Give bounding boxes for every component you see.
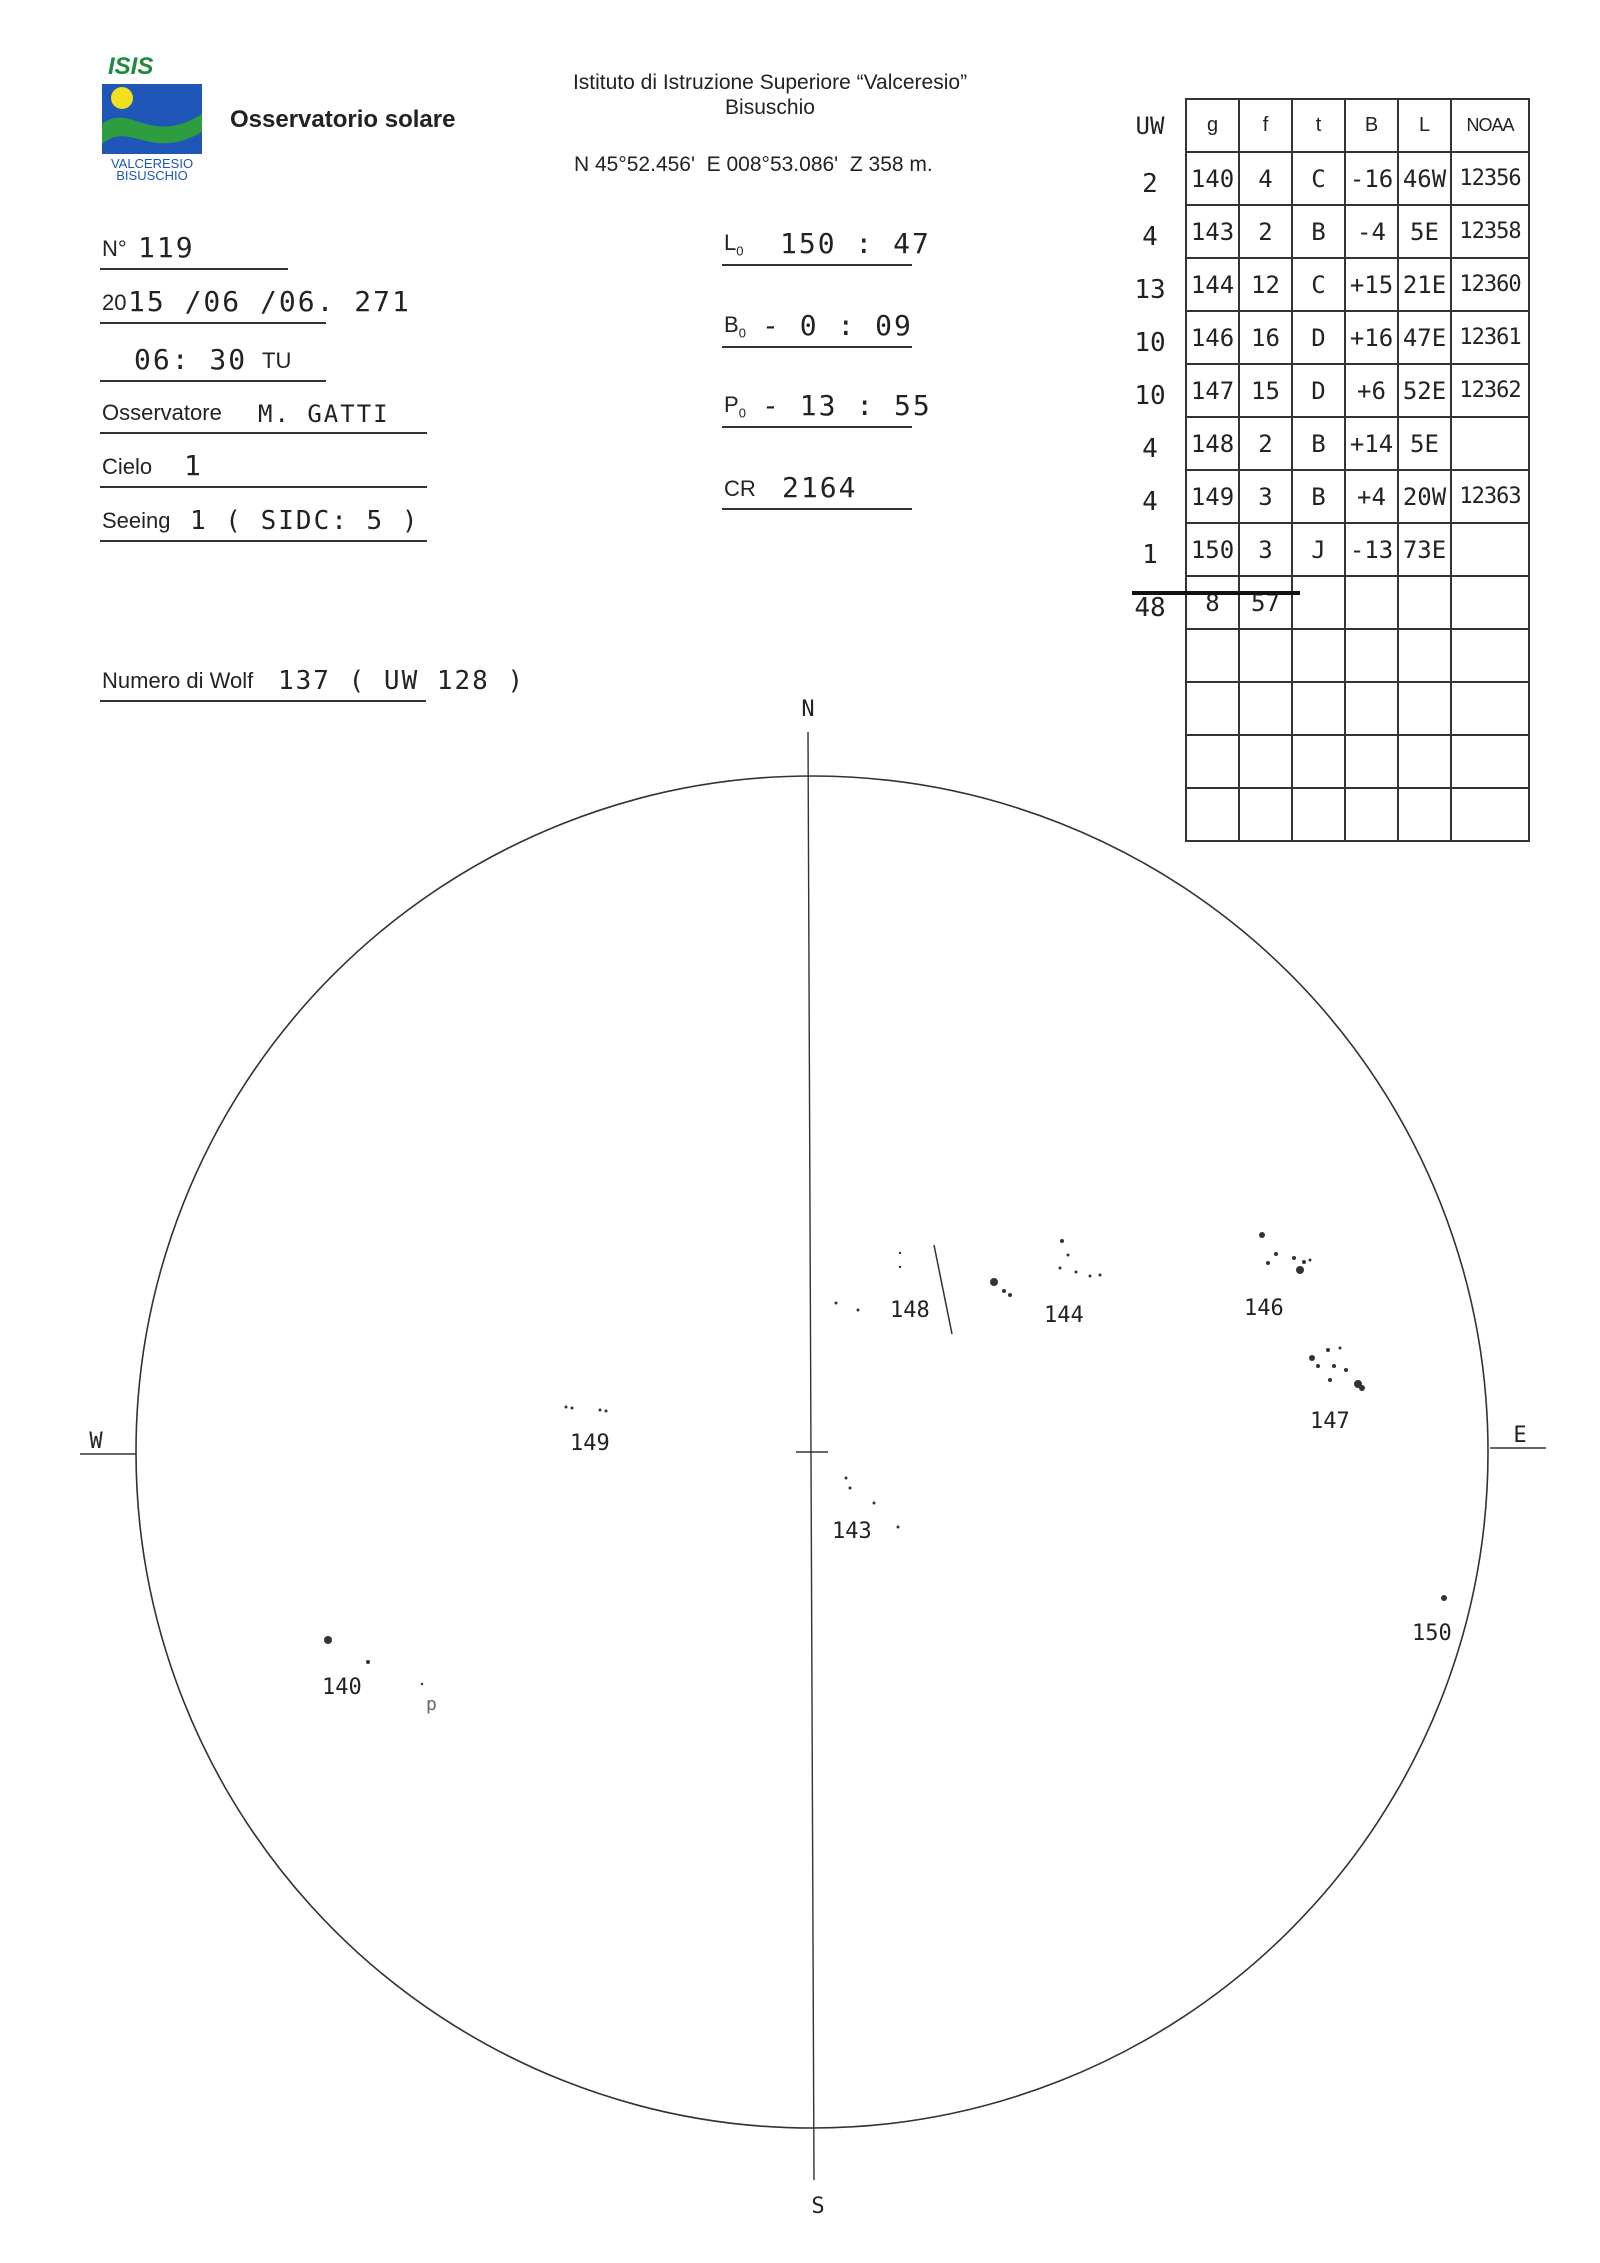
uw-value: 10 <box>1134 328 1166 358</box>
cr-label: CR <box>724 476 756 501</box>
sunspot-dot <box>899 1266 901 1268</box>
table-cell: 3 <box>1239 523 1292 576</box>
logo-sub2: BISUSCHIO <box>116 168 188 182</box>
table-cell: 21E <box>1398 258 1451 311</box>
sunspot-dot <box>1296 1266 1304 1274</box>
number-label: N° <box>102 236 127 261</box>
sunspot-dot <box>873 1502 876 1505</box>
table-cell: -4 <box>1345 205 1398 258</box>
observer-label: Osservatore <box>102 400 222 425</box>
uw-header: UW <box>1135 112 1165 140</box>
observatory-coordinates: N 45°52.456' E 008°53.086' Z 358 m. <box>574 153 933 176</box>
table-cell: 20W <box>1398 470 1451 523</box>
sunspot-dot <box>599 1409 602 1412</box>
sky-label: Cielo <box>102 454 153 479</box>
table-cell: 150 <box>1186 523 1239 576</box>
sunspot-dot <box>1002 1289 1006 1293</box>
table-cell: 148 <box>1186 417 1239 470</box>
b0-value: - 0 : 09 <box>762 309 913 342</box>
table-cell: 47E <box>1398 311 1451 364</box>
date-prefix: 20 <box>102 290 127 315</box>
table-header-cell: t <box>1292 99 1345 152</box>
table-header-cell: L <box>1398 99 1451 152</box>
table-cell: J <box>1292 523 1345 576</box>
table-cell: -13 <box>1345 523 1398 576</box>
sunspot-dot <box>849 1487 852 1490</box>
table-cell: C <box>1292 258 1345 311</box>
table-cell: 147 <box>1186 364 1239 417</box>
table-header-cell: NOAA <box>1451 99 1529 152</box>
table-cell: 8 <box>1186 576 1239 629</box>
south-label: S <box>811 2194 825 2219</box>
wolf-value: 137 ( UW 128 ) <box>278 666 526 696</box>
sunspot-dot <box>1328 1378 1332 1382</box>
group-label-143: 143 <box>832 1519 872 1544</box>
sunspot-dot <box>1292 1256 1296 1260</box>
institute-line2: Bisuschio <box>725 96 815 119</box>
table-cell: +6 <box>1345 364 1398 417</box>
logo-sub1: VALCERESIO <box>110 156 194 171</box>
sky-value: 1 <box>184 449 203 482</box>
l0-value: 150 : 47 <box>780 227 931 260</box>
annotation-p: p <box>426 1694 437 1715</box>
table-cell: 5E <box>1398 205 1451 258</box>
table-cell: 2 <box>1239 205 1292 258</box>
uw-value: 48 <box>1134 593 1166 623</box>
p0-label: $P_0$ <box>724 391 746 420</box>
table-cell: 146 <box>1186 311 1239 364</box>
table-cell: -16 <box>1345 152 1398 205</box>
group-label-148: 148 <box>890 1298 930 1323</box>
group-label-149: 149 <box>570 1431 610 1456</box>
sunspot-dot <box>1259 1232 1265 1238</box>
seeing-value: 1 ( SIDC: 5 ) <box>190 506 420 536</box>
west-label: W <box>89 1429 103 1454</box>
institute-line1: Istituto di Istruzione Superiore “Valceresio” <box>572 71 968 94</box>
cr-value: 2164 <box>782 471 858 504</box>
table-cell: 140 <box>1186 152 1239 205</box>
date-value: 15 /06 /06. 271 <box>128 285 411 318</box>
table-cell: +4 <box>1345 470 1398 523</box>
sunspot-dot <box>1339 1347 1342 1350</box>
table-cell: 5E <box>1398 417 1451 470</box>
uw-value: 13 <box>1134 275 1166 305</box>
sunspot-dot <box>571 1407 574 1410</box>
sunspot-dot <box>421 1683 423 1685</box>
table-header-cell: g <box>1186 99 1239 152</box>
table-cell: 12363 <box>1451 470 1529 523</box>
sunspot-dot <box>1059 1267 1062 1270</box>
uw-value: 1 <box>1142 540 1158 570</box>
sunspot-dot <box>857 1309 860 1312</box>
page-title: Osservatorio solare <box>230 106 456 133</box>
seeing-label: Seeing <box>102 508 171 533</box>
sunspot-dot <box>605 1410 608 1413</box>
table-cell: D <box>1292 364 1345 417</box>
sunspot-dot <box>1067 1254 1070 1257</box>
sunspot-dot <box>565 1406 568 1409</box>
table-header-cell: B <box>1345 99 1398 152</box>
p0-value: - 13 : 55 <box>762 389 932 422</box>
number-value: 119 <box>138 231 195 264</box>
observer-value: M. GATTI <box>258 400 390 428</box>
table-cell: 12360 <box>1451 258 1529 311</box>
sunspot-dot <box>899 1252 901 1254</box>
table-cell: 144 <box>1186 258 1239 311</box>
l0-label: $L_0$ <box>724 229 744 258</box>
table-cell: +15 <box>1345 258 1398 311</box>
table-cell: 12361 <box>1451 311 1529 364</box>
time-value: 06: 30 <box>134 343 248 376</box>
sunspot-dot <box>990 1278 998 1286</box>
sunspot-dot <box>1332 1364 1336 1368</box>
table-cell: 3 <box>1239 470 1292 523</box>
b0-label: $B_0$ <box>724 311 746 340</box>
sunspot-dot <box>1099 1274 1102 1277</box>
sunspot-dot <box>1344 1368 1348 1372</box>
table-cell: +16 <box>1345 311 1398 364</box>
table-cell: 2 <box>1239 417 1292 470</box>
table-cell: 46W <box>1398 152 1451 205</box>
table-cell: 15 <box>1239 364 1292 417</box>
uw-value: 2 <box>1142 169 1158 199</box>
sunspot-dot <box>1089 1275 1092 1278</box>
sunspot-dot <box>1266 1261 1270 1265</box>
table-cell: B <box>1292 417 1345 470</box>
table-cell: 73E <box>1398 523 1451 576</box>
sunspot-dot <box>1309 1259 1312 1262</box>
uw-value: 4 <box>1142 487 1158 517</box>
time-zone: TU <box>262 348 292 373</box>
group-label-147: 147 <box>1310 1409 1350 1434</box>
table-cell: 16 <box>1239 311 1292 364</box>
table-header-cell: f <box>1239 99 1292 152</box>
logo-text: ISIS <box>108 53 154 80</box>
table-cell: 57 <box>1239 576 1292 629</box>
table-cell: 4 <box>1239 152 1292 205</box>
table-cell: 12358 <box>1451 205 1529 258</box>
sunspot-dot <box>1441 1595 1447 1601</box>
central-meridian <box>808 732 814 2180</box>
table-cell: 12 <box>1239 258 1292 311</box>
group-label-140: 140 <box>322 1675 362 1700</box>
table-cell: 12362 <box>1451 364 1529 417</box>
sunspot-dot <box>1309 1355 1315 1361</box>
sunspot-dot <box>1302 1260 1306 1264</box>
table-cell: 143 <box>1186 205 1239 258</box>
sunspot-dot <box>845 1477 848 1480</box>
table-cell: B <box>1292 470 1345 523</box>
table-cell: C <box>1292 152 1345 205</box>
uw-value: 10 <box>1134 381 1166 411</box>
wolf-label: Numero di Wolf <box>102 668 254 693</box>
north-label: N <box>801 697 815 722</box>
table-cell: D <box>1292 311 1345 364</box>
sunspot-dot <box>1316 1364 1320 1368</box>
east-label: E <box>1513 1423 1527 1448</box>
uw-value: 4 <box>1142 222 1158 252</box>
sunspot-dot <box>1075 1271 1078 1274</box>
sunspot-dot <box>1326 1348 1330 1352</box>
sunspot-dot <box>1359 1385 1365 1391</box>
sunspot-dot <box>897 1526 900 1529</box>
group-label-150: 150 <box>1412 1621 1452 1646</box>
group-148-marker-line <box>934 1245 952 1334</box>
sunspot-dot <box>835 1302 838 1305</box>
sunspot-dot <box>1008 1293 1012 1297</box>
sunspot-dot <box>366 1660 370 1664</box>
group-label-144: 144 <box>1044 1303 1084 1328</box>
table-cell: +14 <box>1345 417 1398 470</box>
table-cell: B <box>1292 205 1345 258</box>
sunspot-dot <box>324 1636 332 1644</box>
table-cell: 52E <box>1398 364 1451 417</box>
table-cell: 149 <box>1186 470 1239 523</box>
group-label-146: 146 <box>1244 1296 1284 1321</box>
table-cell: 12356 <box>1451 152 1529 205</box>
uw-value: 4 <box>1142 434 1158 464</box>
sunspot-dot <box>1274 1252 1278 1256</box>
sunspot-dot <box>1060 1239 1064 1243</box>
